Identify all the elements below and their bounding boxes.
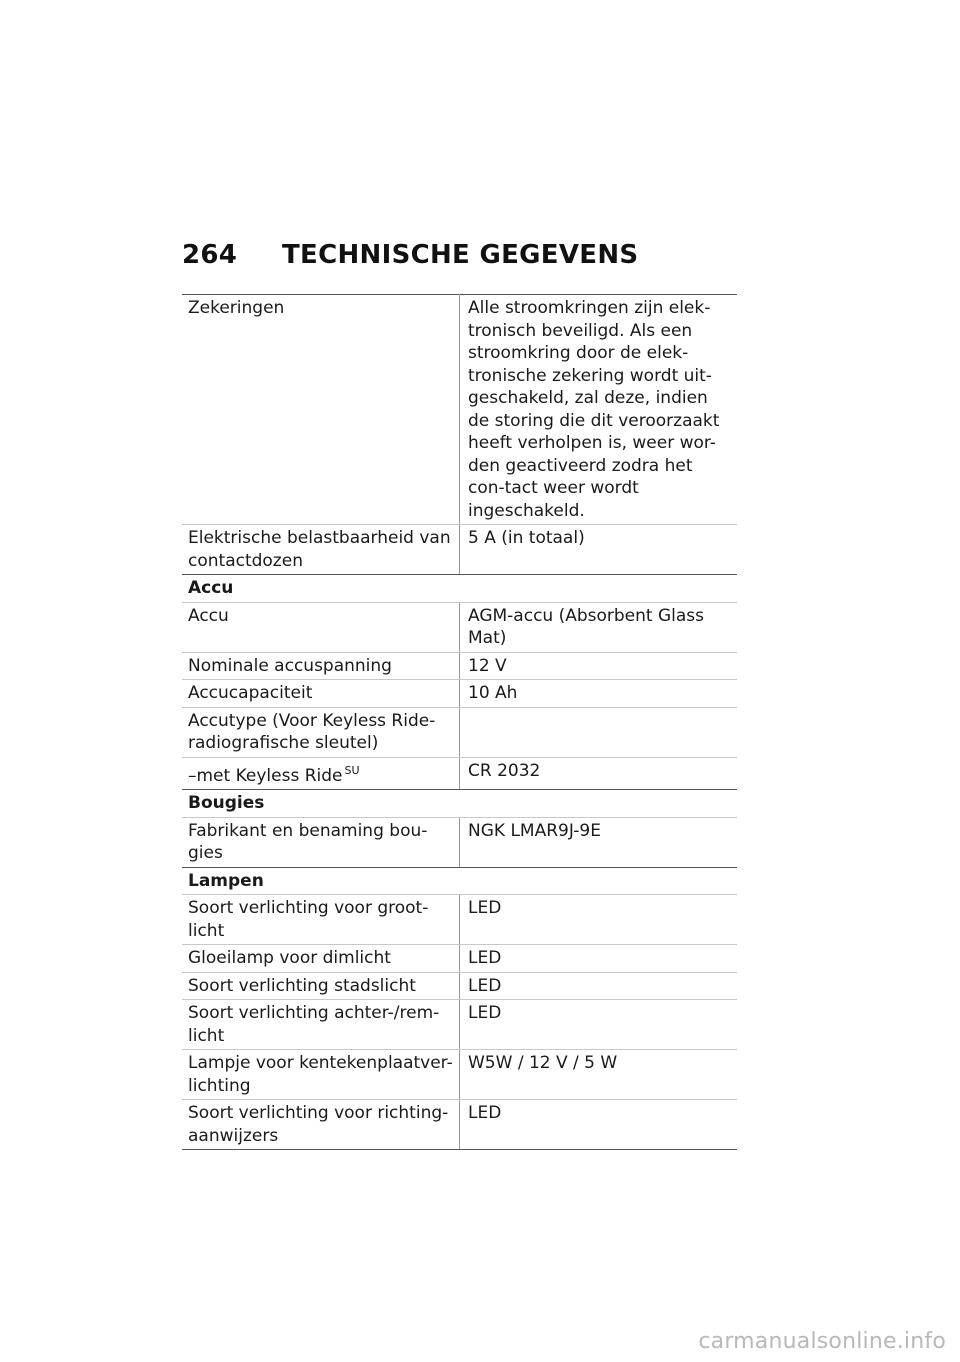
- row-label: Soort verlichting stadslicht: [182, 972, 460, 1000]
- row-value: 12 V: [460, 652, 738, 680]
- row-label: Accu: [182, 602, 460, 652]
- table-row: [182, 895, 737, 945]
- table-row: [182, 707, 737, 757]
- spec-table: [182, 294, 737, 1150]
- section-title: Accu: [182, 575, 737, 603]
- row-label-text: –met Keyless Ride: [188, 765, 343, 786]
- row-label: Nominale accuspanning: [182, 652, 460, 680]
- section-title: Bougies: [182, 790, 737, 818]
- row-label: [182, 757, 460, 790]
- section-header-accu: [182, 575, 737, 603]
- row-value: NGK LMAR9J-9E: [460, 817, 738, 867]
- row-value: 5 A (in totaal): [460, 525, 738, 575]
- row-label: Fabrikant en benaming bou-gies: [182, 817, 460, 867]
- row-value: AGM-accu (Absorbent Glass Mat): [460, 602, 738, 652]
- superscript-marker: SU: [344, 763, 360, 777]
- row-label: Gloeilamp voor dimlicht: [182, 945, 460, 973]
- row-label: Zekeringen: [182, 295, 460, 525]
- table-row: [182, 680, 737, 708]
- table-row: [182, 757, 737, 790]
- row-value: [460, 707, 738, 757]
- row-label: Elektrische belastbaarheid van contactdozen: [182, 525, 460, 575]
- row-value: LED: [460, 895, 738, 945]
- row-value: LED: [460, 972, 738, 1000]
- row-label: Accutype (Voor Keyless Ride-radiografische sleutel): [182, 707, 460, 757]
- page-title: TECHNISCHE GEGEVENS: [282, 240, 639, 270]
- table-row: [182, 652, 737, 680]
- row-value: LED: [460, 945, 738, 973]
- row-value: LED: [460, 1100, 738, 1150]
- site-watermark: carmanualsonline.info: [698, 1329, 946, 1354]
- table-row: [182, 1000, 737, 1050]
- row-value: 10 Ah: [460, 680, 738, 708]
- table-row: [182, 1050, 737, 1100]
- table-row: [182, 525, 737, 575]
- row-value: W5W / 12 V / 5 W: [460, 1050, 738, 1100]
- row-label: Soort verlichting voor richting-aanwijzers: [182, 1100, 460, 1150]
- table-row: [182, 945, 737, 973]
- row-label: Accucapaciteit: [182, 680, 460, 708]
- row-label: Lampje voor kentekenplaatver-lichting: [182, 1050, 460, 1100]
- row-value: Alle stroomkringen zijn elek-tronisch beveiligd. Als een stroomkring door de elek-tronische zekering wordt uit-geschakeld, zal deze, indien de storing die dit veroorzaakt heeft verholpen is, weer wor-den geactiveerd zodra het con-tact weer wordt ingeschakeld.: [460, 295, 738, 525]
- section-header-lampen: [182, 867, 737, 895]
- table-row: [182, 295, 737, 525]
- table-row: [182, 1100, 737, 1150]
- page-header: [182, 240, 638, 270]
- section-header-bougies: [182, 790, 737, 818]
- table-row: [182, 817, 737, 867]
- page-number: 264: [182, 240, 238, 270]
- table-row: [182, 602, 737, 652]
- row-label: Soort verlichting achter-/rem-licht: [182, 1000, 460, 1050]
- row-value: CR 2032: [460, 757, 738, 790]
- section-title: Lampen: [182, 867, 737, 895]
- row-label: Soort verlichting voor groot-licht: [182, 895, 460, 945]
- row-value: LED: [460, 1000, 738, 1050]
- table-row: [182, 972, 737, 1000]
